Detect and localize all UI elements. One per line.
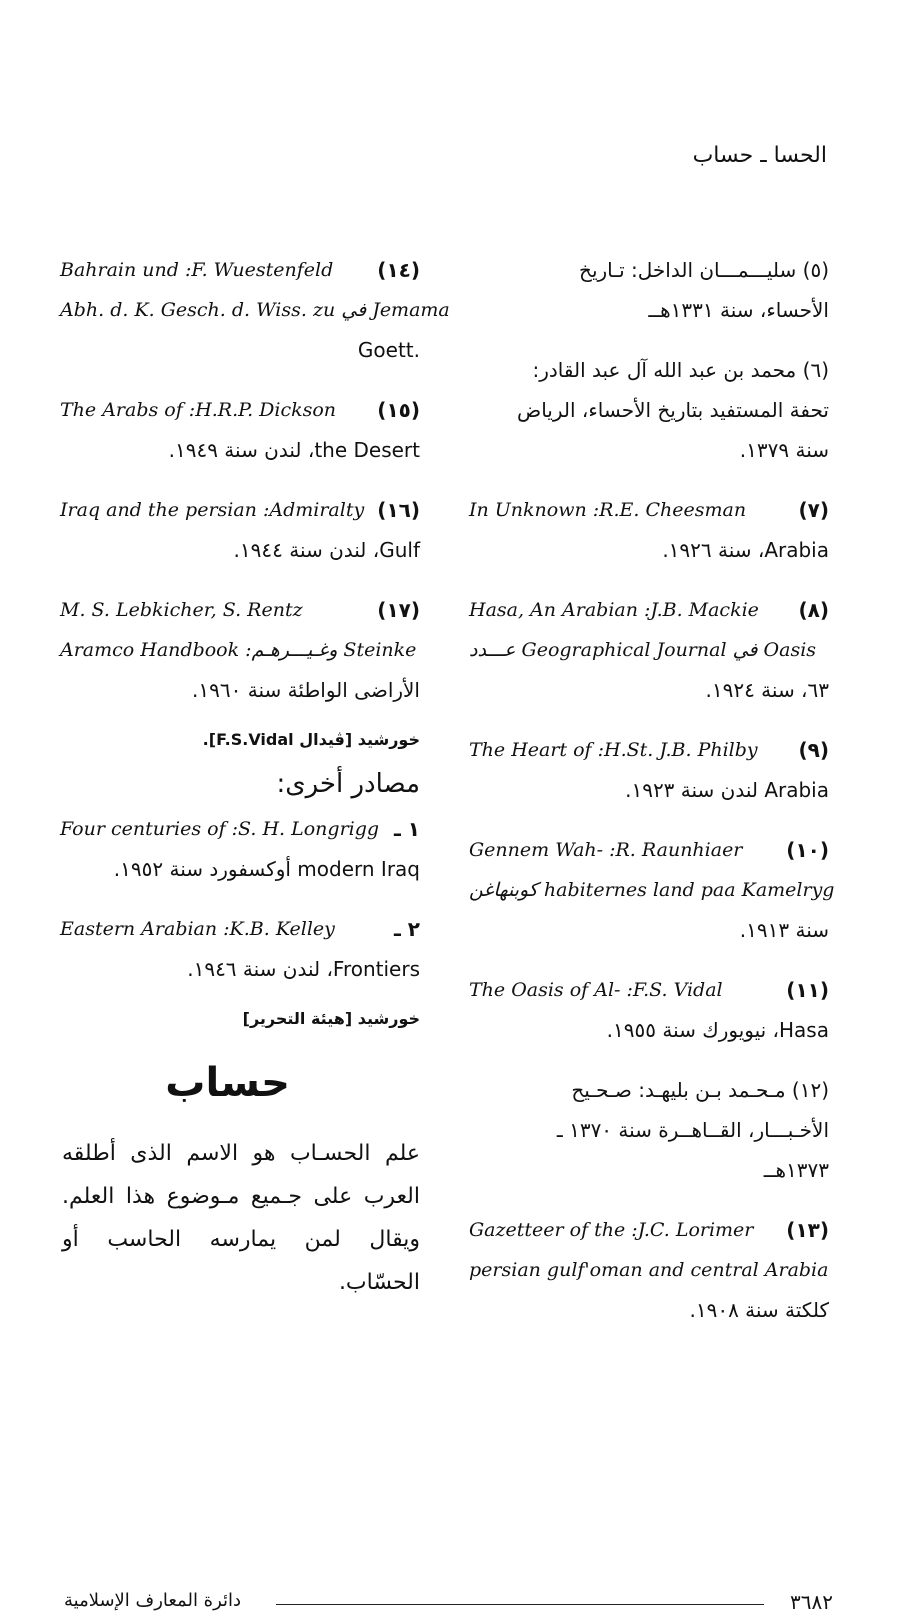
reference-text: (٦) محمد بن عبد الله آل عبد القادر: [532, 358, 829, 382]
reference-text: Abh. d. K. Gesch. d. Wiss. zu في Jemama [60, 299, 450, 321]
reference-text: الأراضى الواطئة سنة ١٩٦٠. [192, 678, 420, 702]
reference-line [469, 1010, 829, 1050]
reference-entry [469, 350, 829, 470]
reference-line [469, 1210, 829, 1250]
reference-text: الأحساء، سنة ١٣٣١هــ [648, 298, 829, 322]
reference-entry [60, 490, 420, 570]
reference-line [469, 630, 829, 670]
reference-entry [469, 730, 829, 810]
other-sources-heading: مصادر أخرى: [276, 769, 420, 799]
author-note: خورشيد [هيئة التحرير] [242, 1009, 420, 1028]
reference-number: (١٤) [377, 258, 420, 282]
reference-line [60, 909, 420, 949]
reference-text: Iraq and the persian :Admiralty [60, 499, 365, 521]
reference-number: ٢ ـ [393, 917, 420, 941]
reference-entry [60, 390, 420, 470]
reference-text: Frontiers، لندن سنة ١٩٤٦. [187, 957, 420, 981]
reference-line [469, 1070, 829, 1110]
reference-entry [60, 590, 420, 710]
reference-text: Four centuries of :S. H. Longrigg [60, 818, 380, 840]
reference-number: (١٣) [786, 1218, 829, 1242]
reference-text: M. S. Lebkicher, S. Rentz [60, 599, 303, 621]
reference-text: Eastern Arabian :K.B. Kelley [60, 918, 335, 940]
reference-text: ١٣٧٣هــ [763, 1158, 829, 1182]
reference-line [60, 250, 420, 290]
left-column [60, 250, 450, 1048]
reference-line [60, 290, 450, 330]
reference-text: سنة ١٣٧٩. [739, 438, 829, 462]
reference-entry [60, 250, 450, 370]
reference-line [60, 430, 420, 470]
reference-line [469, 770, 829, 810]
reference-text: كلكتة سنة ١٩٠٨. [689, 1298, 829, 1322]
reference-text: Bahrain und :F. Wuestenfeld [60, 259, 334, 281]
reference-line [469, 490, 829, 530]
reference-text: In Unknown :R.E. Cheesman [469, 499, 747, 521]
reference-number: (١٠) [786, 838, 829, 862]
reference-text: the Desert، لندن سنة ١٩٤٩. [168, 438, 420, 462]
reference-entry [60, 809, 420, 889]
reference-number: (٩) [798, 738, 829, 762]
reference-line [469, 970, 829, 1010]
reference-line [469, 250, 829, 290]
reference-line [469, 350, 829, 390]
reference-line [469, 530, 829, 570]
running-head: الحسا ـ حساب [692, 143, 827, 168]
reference-text: persian gulf'oman and central Arabia [469, 1259, 829, 1281]
footer-rule [276, 1604, 764, 1605]
reference-text: Hasa، نيويورك سنة ١٩٥٥. [606, 1018, 829, 1042]
reference-text: Gulf، لندن سنة ١٩٤٤. [233, 538, 420, 562]
reference-line [469, 1150, 829, 1190]
reference-entry [469, 590, 829, 710]
reference-line [60, 490, 420, 530]
reference-line [60, 630, 420, 670]
reference-line [469, 390, 829, 430]
reference-text: (٥) سليـــمـــان الداخل: تـاريخ [579, 258, 829, 282]
reference-entry [469, 970, 829, 1050]
reference-text: (١٢) مـحـمد بـن بليهـد: صـحـيح [571, 1078, 829, 1102]
reference-text: تحفة المستفيد بتاريخ الأحساء، الرياض [517, 398, 829, 422]
reference-text: Gennem Wah- :R. Raunhiaer [469, 839, 743, 861]
reference-text: .Goett [357, 338, 420, 362]
footer-page-number: ٣٦٨٢ [790, 1590, 833, 1614]
reference-line [469, 830, 829, 870]
reference-text: كوبنهاغن habiternes land paa Kamelryg [469, 879, 835, 901]
reference-number: (١٧) [377, 598, 420, 622]
reference-number: (٨) [798, 598, 829, 622]
reference-text: الأخـبـــار، القــاهــرة سنة ١٣٧٠ ـ [556, 1118, 829, 1142]
reference-text: The Heart of :H.St. J.B. Philby [469, 739, 758, 761]
reference-line [60, 530, 420, 570]
reference-line [60, 590, 420, 630]
reference-text: The Arabs of :H.R.P. Dickson [60, 399, 337, 421]
reference-entry [469, 250, 829, 330]
reference-line [60, 330, 420, 370]
footer-publication: دائرة المعارف الإسلامية [64, 1590, 242, 1611]
reference-text: عـــدد Geographical Journal في Oasis [469, 639, 817, 661]
reference-text: سنة ١٩١٣. [739, 918, 829, 942]
reference-line [469, 1290, 829, 1330]
reference-line [60, 809, 420, 849]
reference-number: ١ ـ [393, 817, 420, 841]
reference-line [469, 910, 829, 950]
reference-text: Hasa, An Arabian :J.B. Mackie [469, 599, 759, 621]
right-column [469, 250, 835, 1350]
reference-text: Arabia، سنة ١٩٢٦. [662, 538, 829, 562]
reference-number: (٧) [798, 498, 829, 522]
reference-line [469, 430, 829, 470]
reference-line [469, 1110, 829, 1150]
reference-line [469, 290, 829, 330]
reference-entry [469, 490, 829, 570]
reference-text: Gazetteer of the :J.C. Lorimer [469, 1219, 754, 1241]
reference-text: modern Iraq أوكسفورد سنة ١٩٥٢. [113, 857, 420, 881]
reference-line [60, 670, 420, 710]
reference-line [60, 849, 420, 889]
reference-entry [469, 1070, 829, 1190]
reference-text: ٦٣، سنة ١٩٢٤. [705, 678, 829, 702]
reference-entry [469, 830, 835, 950]
reference-line [469, 730, 829, 770]
reference-number: (١١) [786, 978, 829, 1002]
reference-line [60, 390, 420, 430]
reference-text: Aramco Handbook :وغـيـــرهـم Steinke [60, 639, 417, 661]
reference-line [60, 949, 420, 989]
reference-line [469, 870, 835, 910]
reference-entry [60, 909, 420, 989]
article-body: علم الحسـاب هو الاسم الذى أطلقه العرب على جـميع مـوضوع هذا العلم. ويقال لمن يمارسه الحاسب أو الحسّاب. [62, 1141, 420, 1295]
reference-line [469, 670, 829, 710]
reference-text: The Oasis of Al- :F.S. Vidal [469, 979, 723, 1001]
author-note: خورشيد [ڤيدال F.S.Vidal]. [202, 730, 420, 749]
reference-number: (١٦) [377, 498, 420, 522]
reference-text: Arabia لندن سنة ١٩٢٣. [625, 778, 829, 802]
reference-line [469, 1250, 829, 1290]
reference-line [469, 590, 829, 630]
article-title: حساب [165, 1060, 290, 1106]
reference-number: (١٥) [377, 398, 420, 422]
reference-entry [469, 1210, 829, 1330]
